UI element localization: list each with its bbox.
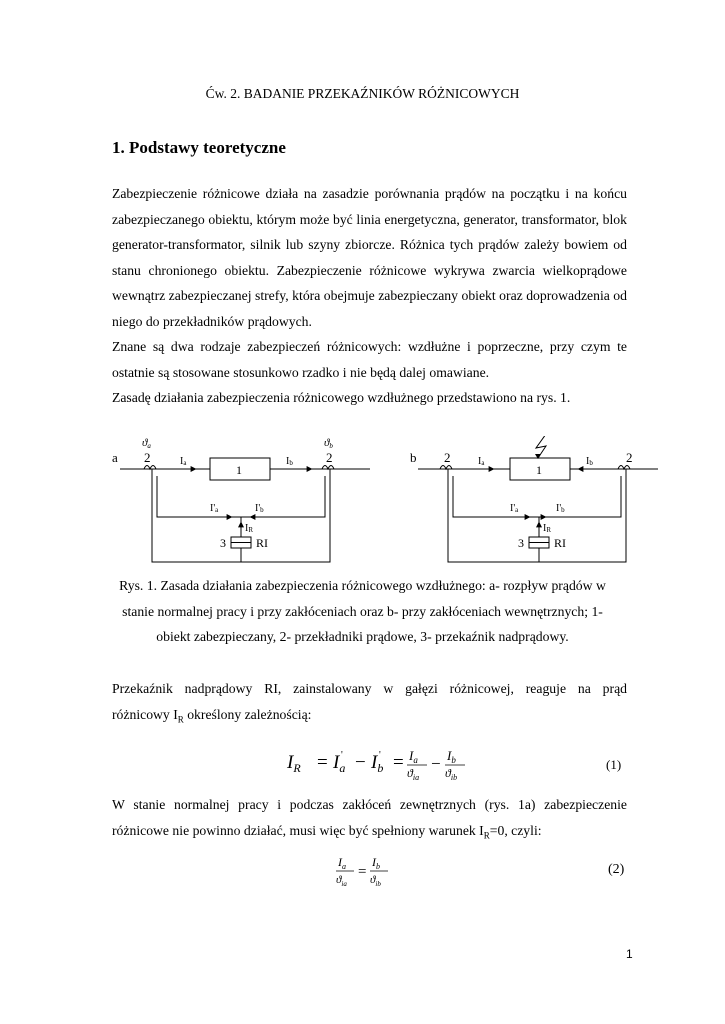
ct-right-coil bbox=[322, 466, 334, 470]
document-title: Ćw. 2. BADANIE PRZEKAŹNIKÓW RÓŻNICOWYCH bbox=[205, 86, 520, 101]
current-ia-label: Ia bbox=[478, 456, 485, 467]
para2-line: Znane są dwa rodzaje zabezpieczeń różnicowych: wzdłużne i poprzeczne, przy czym te bbox=[112, 339, 627, 354]
terminal-b-label: b bbox=[410, 450, 417, 465]
paragraph-5-line-1: W stanie normalnej pracy i podczas zakłóceń zewnętrznych (rys. 1a) zabezpieczenie bbox=[112, 797, 627, 812]
object-label: 1 bbox=[536, 463, 542, 477]
theta-b-label: ϑb bbox=[324, 437, 333, 450]
sec-ib-label: I'b bbox=[255, 503, 264, 514]
paragraph-2 bbox=[112, 334, 627, 385]
eq2-num2: $I_b$ bbox=[372, 855, 380, 871]
eq1-den2: $ϑ_{ib}$ bbox=[445, 766, 458, 782]
ct-left-coil bbox=[144, 466, 156, 470]
ct-right-label: 2 bbox=[626, 450, 633, 465]
eq1-t1: $I_a$ bbox=[333, 752, 346, 775]
caption-line: obiekt zabezpieczany, 2- przekładniki prądowe, 3- przekaźnik nadprądowy. bbox=[156, 629, 569, 644]
ct-left-coil bbox=[440, 466, 452, 470]
eq1-den1: $ϑ_{ia}$ bbox=[407, 766, 420, 782]
paragraph-3-text: Zasadę działania zabezpieczenia różnicowego wzdłużnego przedstawiono na rys. 1. bbox=[112, 390, 571, 405]
current-ia-label: Ia bbox=[180, 456, 187, 467]
diagram-b bbox=[410, 436, 658, 562]
equation-2-number: (2) bbox=[608, 862, 625, 877]
svg-text:−: − bbox=[431, 754, 441, 773]
para1-line: generator-transformator, silnik lub szyny zbiorcze. Różnica tych prądów zależy bowiem od bbox=[112, 237, 627, 252]
figure-caption bbox=[90, 573, 635, 650]
ct-left-label: 2 bbox=[144, 450, 151, 465]
diagram-a bbox=[112, 437, 370, 562]
svg-text:=: = bbox=[317, 752, 328, 773]
svg-text:': ' bbox=[341, 750, 343, 761]
diff-current-label: IR bbox=[543, 523, 552, 534]
eq1-t2: $I_b$ bbox=[371, 752, 384, 775]
relay-name: RI bbox=[554, 536, 566, 550]
svg-text:=: = bbox=[393, 752, 404, 773]
diff-current-label: IR bbox=[245, 523, 254, 534]
ct-right-coil bbox=[618, 466, 630, 470]
section-heading: 1. Podstawy teoretyczne bbox=[112, 138, 286, 157]
sec-ia-label: I'a bbox=[510, 503, 519, 514]
current-ib-label: Ib bbox=[586, 456, 593, 467]
page-number: 1 bbox=[626, 947, 633, 961]
paragraph-4-line-1: Przekaźnik nadprądowy RI, zainstalowany w gałęzi różnicowej, reaguje na prąd bbox=[112, 681, 627, 696]
eq2-num1: $I_a$ bbox=[338, 855, 346, 871]
paragraph-1 bbox=[112, 181, 627, 334]
theta-a-label: ϑa bbox=[142, 437, 151, 450]
caption-line: stanie normalnej pracy i przy zakłóceniach oraz b- przy zakłóceniach wewnętrznych; 1- bbox=[122, 603, 603, 619]
ct-left-label: 2 bbox=[444, 450, 451, 465]
svg-text:': ' bbox=[379, 750, 381, 761]
relay-number: 3 bbox=[220, 536, 226, 550]
relay-number: 3 bbox=[518, 536, 524, 550]
eq1-num2: $I_b$ bbox=[447, 748, 456, 765]
terminal-a-label: a bbox=[112, 450, 118, 465]
paragraph-4: Przekaźnik nadprądowy RI, zainstalowany w gałęzi różnicowej, reaguje na prąd różnicowy $I_R$ określony zależnością: bbox=[112, 681, 627, 725]
para1-line: zabezpieczanego obiektu, którym może być linia energetyczna, generator, transformator, blok bbox=[112, 211, 627, 227]
para1-line: niego do przekładników prądowych. bbox=[112, 313, 312, 329]
sec-ia-label: I'a bbox=[210, 503, 219, 514]
svg-text:−: − bbox=[355, 752, 366, 773]
object-label: 1 bbox=[236, 463, 242, 477]
equation-1 bbox=[285, 738, 485, 784]
caption-line: Rys. 1. Zasada działania zabezpieczenia różnicowego wzdłużnego: a- rozpływ prądów w bbox=[119, 578, 606, 593]
para1-line: wewnątrz zabezpieczanej strefy, która obejmuje zabezpieczany obiekt oraz doprowadzenia od bbox=[112, 288, 627, 303]
para1-line: stanu chronionego obiektu. Zabezpieczenie różnicowe wykrywa zwarcia wielkoprądowe bbox=[112, 262, 627, 278]
paragraph-3 bbox=[112, 385, 627, 411]
figure-differential-protection bbox=[100, 436, 660, 566]
relay-name: RI bbox=[256, 536, 268, 550]
para2-line: ostatnie są stosowane stosunkowo rzadko i nie będą dalej omawiane. bbox=[112, 364, 490, 380]
eq2-den2: $ϑ_{ib}$ bbox=[370, 874, 381, 888]
eq1-lhs: $I_R$ bbox=[287, 752, 301, 775]
ct-right-label: 2 bbox=[326, 450, 333, 465]
equation-2 bbox=[334, 852, 394, 892]
svg-text:=: = bbox=[358, 864, 367, 880]
eq1-num1: $I_a$ bbox=[409, 748, 418, 765]
sec-ib-label: I'b bbox=[556, 503, 565, 514]
eq2-den1: $ϑ_{ia}$ bbox=[336, 874, 347, 888]
current-ib-label: Ib bbox=[286, 456, 293, 467]
para1-line: Zabezpieczenie różnicowe działa na zasadzie porównania prądów na początku i na końcu bbox=[112, 186, 627, 201]
equation-1-number: (1) bbox=[606, 757, 622, 772]
paragraph-5: W stanie normalnej pracy i podczas zakłóceń zewnętrznych (rys. 1a) zabezpieczenie różnicowe nie powinno działać, musi więc być spełniony warunek $I_R=0$, czyli: bbox=[112, 797, 627, 841]
